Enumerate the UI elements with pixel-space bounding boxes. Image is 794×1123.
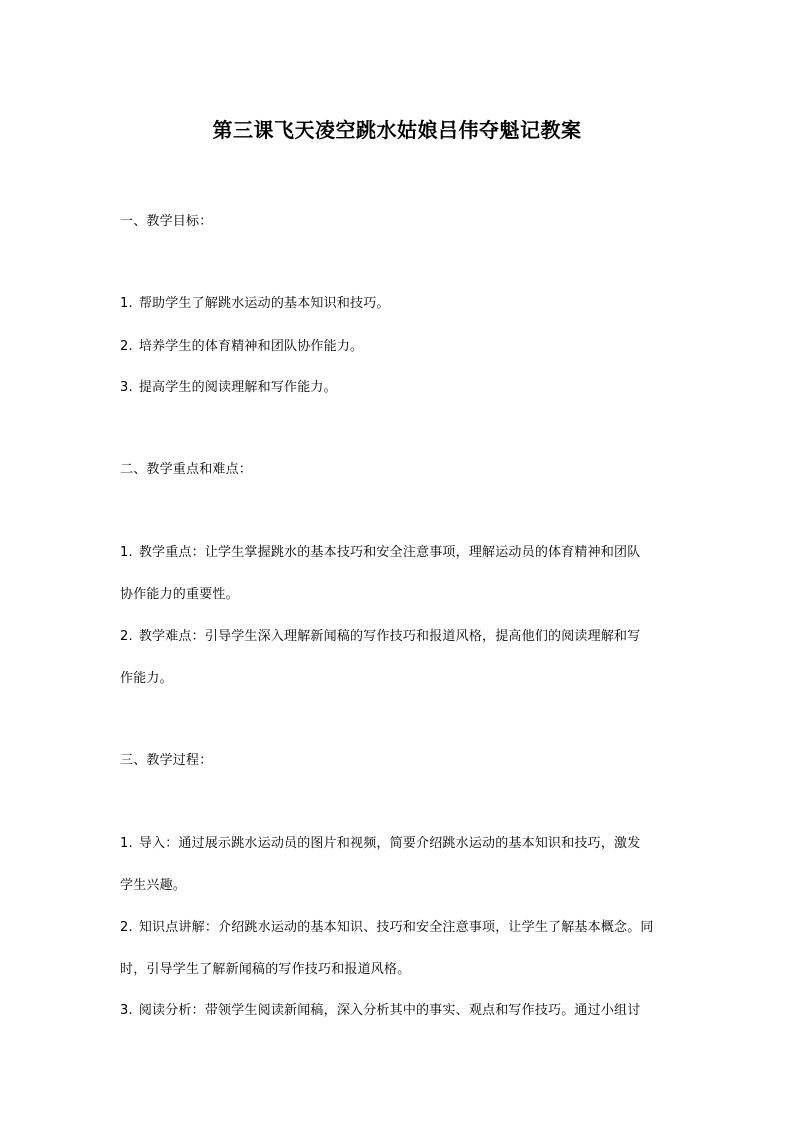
item-text: 帮助学生了解跳水运动的基本知识和技巧。 — [138, 296, 390, 311]
document-title: 第三课飞天凌空跳水姑娘吕伟夺魁记教案 — [212, 118, 582, 142]
list-item — [120, 337, 680, 357]
list-item — [120, 627, 680, 647]
list-item-continuation: 学生兴趣。 — [120, 878, 187, 893]
section-heading-key-points: 二、教学重点和难点： — [120, 462, 253, 477]
list-item — [120, 294, 680, 314]
item-text: 教学重点：让学生掌握跳水的基本技巧和安全注意事项，理解运动员的体育精神和团队 — [138, 545, 641, 560]
item-number: 3. — [120, 1003, 133, 1018]
item-number: 1. — [120, 836, 133, 851]
item-text: 培养学生的体育精神和团队协作能力。 — [138, 339, 364, 354]
list-item-continuation: 时，引导学生了解新闻稿的写作技巧和报道风格。 — [120, 962, 411, 977]
list-item-continuation: 作能力。 — [120, 671, 173, 686]
item-number: 3. — [120, 380, 133, 395]
section-heading-objectives: 一、教学目标： — [120, 214, 213, 229]
list-item-continuation: 协作能力的重要性。 — [120, 587, 239, 602]
list-item — [120, 543, 680, 563]
item-text: 阅读分析：带领学生阅读新闻稿，深入分析其中的事实、观点和写作技巧。通过小组讨 — [138, 1003, 641, 1018]
item-text: 提高学生的阅读理解和写作能力。 — [138, 380, 337, 395]
item-number: 2. — [120, 920, 133, 935]
item-number: 2. — [120, 339, 133, 354]
list-item — [120, 834, 680, 854]
item-number: 1. — [120, 545, 133, 560]
item-number: 1. — [120, 296, 133, 311]
list-item — [120, 378, 680, 398]
item-text: 知识点讲解：介绍跳水运动的基本知识、技巧和安全注意事项，让学生了解基本概念。同 — [138, 920, 654, 935]
item-number: 2. — [120, 629, 133, 644]
item-text: 导入：通过展示跳水运动员的图片和视频，简要介绍跳水运动的基本知识和技巧，激发 — [138, 836, 641, 851]
item-text: 教学难点：引导学生深入理解新闻稿的写作技巧和报道风格，提高他们的阅读理解和写 — [138, 629, 641, 644]
list-item — [120, 918, 680, 938]
list-item — [120, 1001, 680, 1021]
section-heading-process: 三、教学过程： — [120, 753, 213, 768]
